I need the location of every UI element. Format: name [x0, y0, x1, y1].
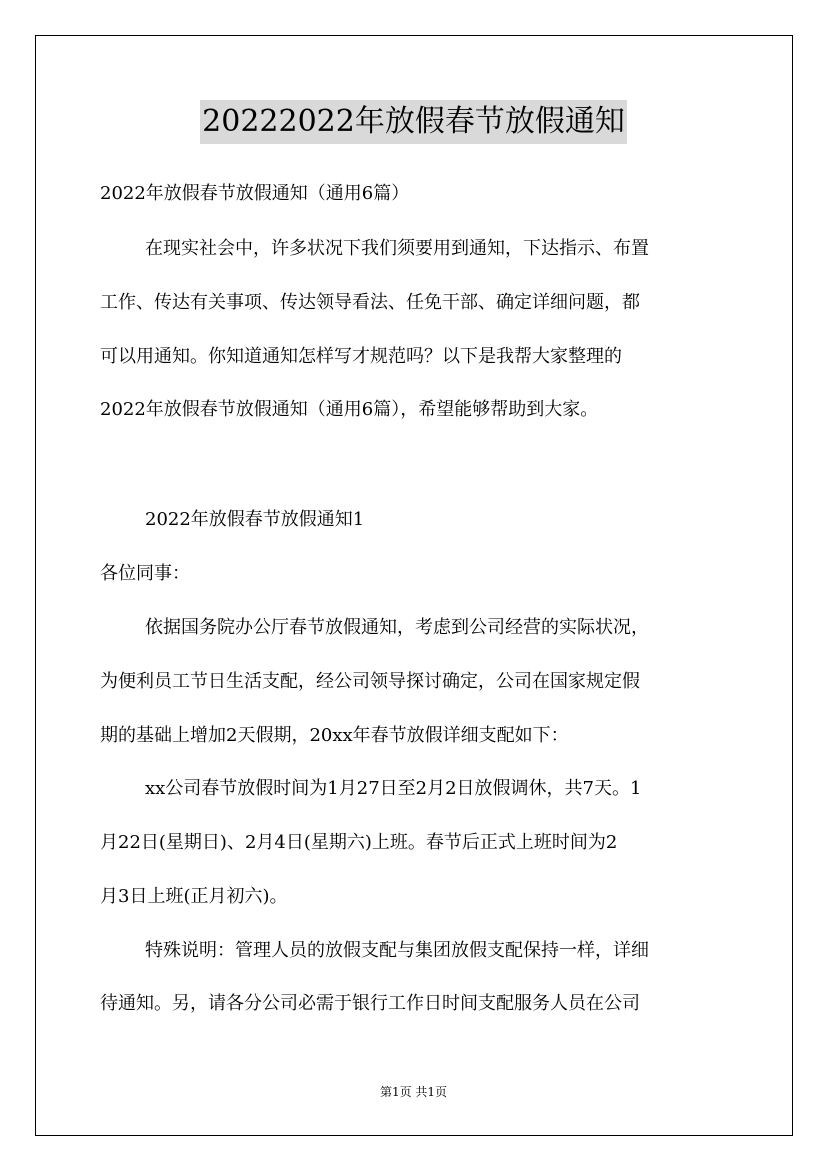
document-title: 20222022年放假春节放假通知 [200, 100, 627, 144]
body-line-5: 月22日(星期日)、2月4日(星期六)上班。春节后正式上班时间为2 [100, 832, 618, 853]
salutation: 各位同事： [100, 563, 190, 584]
page-footer: 第1页 共1页 [379, 1085, 448, 1099]
intro-line-1: 在现实社会中，许多状况下我们须要用到通知，下达指示、布置 [145, 238, 649, 259]
body-line-1: 依据国务院办公厅春节放假通知，考虑到公司经营的实际状况， [145, 617, 649, 638]
intro-line-3: 可以用通知。你知道通知怎样写才规范吗？以下是我帮大家整理的 [100, 346, 622, 367]
intro-line-4: 2022年放假春节放假通知（通用6篇），希望能够帮助到大家。 [100, 399, 599, 420]
body-line-4: xx公司春节放假时间为1月27日至2月2日放假调休，共7天。1 [145, 778, 642, 799]
body-line-3: 期的基础上增加2天假期，20xx年春节放假详细支配如下： [100, 725, 569, 746]
body-line-2: 为便利员工节日生活支配，经公司领导探讨确定，公司在国家规定假 [100, 671, 640, 692]
body-line-8: 待通知。另，请各分公司必需于银行工作日时间支配服务人员在公司 [100, 993, 640, 1014]
body-line-6: 月3日上班(正月初六)。 [100, 886, 288, 907]
document-title-container [0, 100, 827, 144]
document-subtitle: 2022年放假春节放假通知（通用6篇） [100, 183, 410, 204]
body-line-7: 特殊说明：管理人员的放假支配与集团放假支配保持一样，详细 [145, 940, 649, 961]
intro-line-2: 工作、传达有关事项、传达领导看法、任免干部、确定详细问题，都 [100, 292, 640, 313]
section-heading: 2022年放假春节放假通知1 [145, 509, 365, 530]
